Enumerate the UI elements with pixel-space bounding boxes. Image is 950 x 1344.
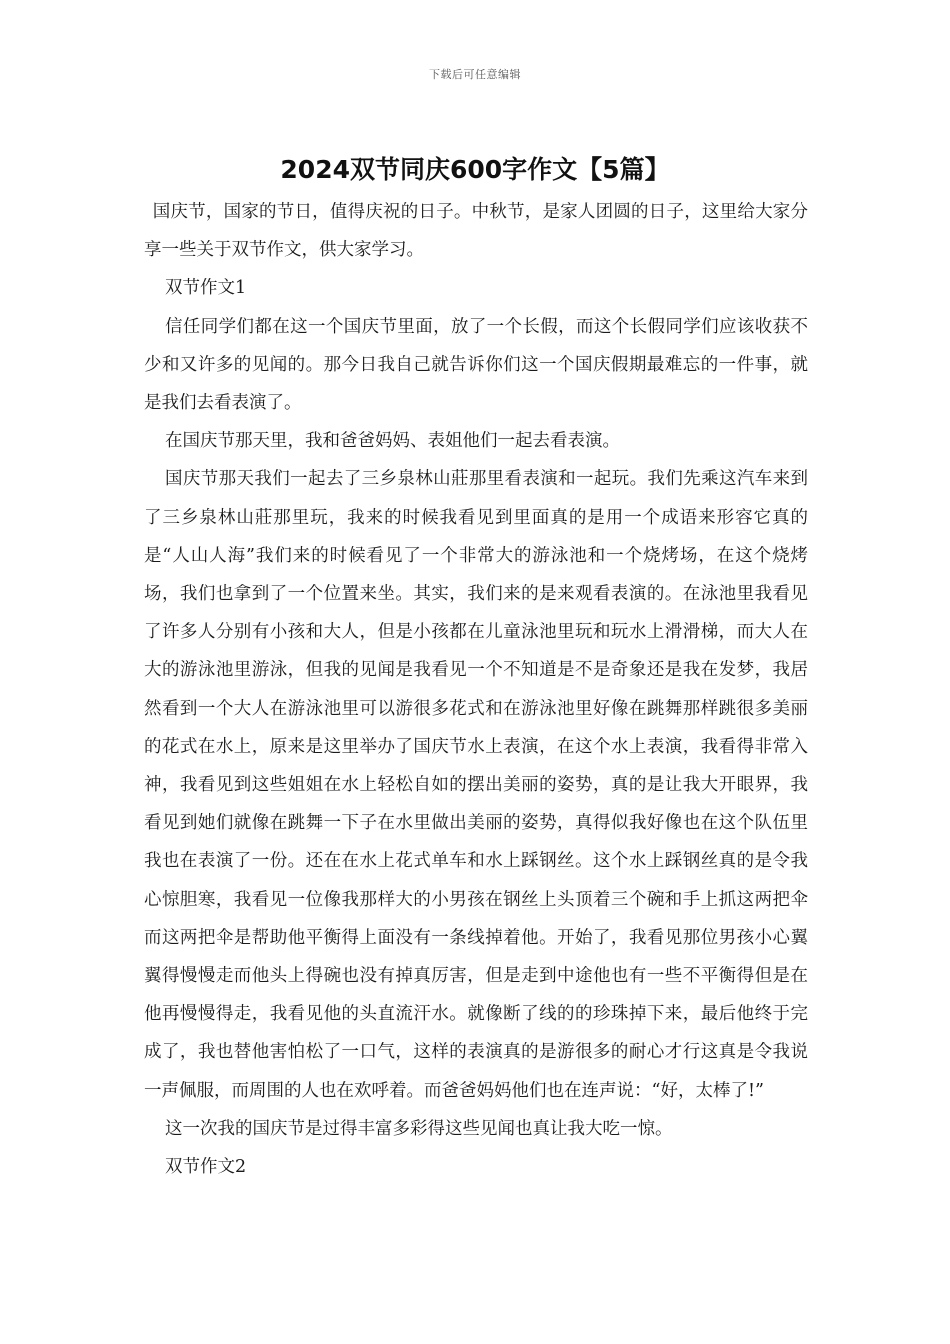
section-heading: 双节作文1 [165, 278, 247, 299]
body-paragraph: 信任同学们都在这一个国庆节里面，放了一个长假，而这个长假同学们应该收获不少和又许多的见闻的。那今日我自己就告诉你们这一个国庆假期最难忘的一件事，就是我们去看表演了。 [144, 316, 808, 414]
body-paragraph: 在国庆节那天里，我和爸爸妈妈、表姐他们一起去看表演。 [165, 431, 620, 452]
section-heading: 双节作文2 [165, 1157, 247, 1178]
body-paragraph: 国庆节那天我们一起去了三乡泉林山莊那里看表演和一起玩。我们先乘这汽车来到了三乡泉林山莊那里玩，我来的时候我看见到里面真的是用一个成语来形容它真的是“人山人海”我们来的时候看见了一个非常大的游泳池和一个烧烤场，在这个烧烤场，我们也拿到了一个位置来坐。其实，我们来的是来观看表演的。在泳池里我看见了许多人分别有小孩和大人，但是小孩都在儿童泳池里玩和玩水上滑滑梯，而大人在大的游泳池里游泳，但我的见闻是我看见一个不知道是不是奇象还是我在发梦，我居然看到一个大人在游泳池里可以游很多花式和在游泳池里好像在跳舞那样跳很多美丽的花式在水上，原来是这里举办了国庆节水上表演，在这个水上表演，我看得非常入神，我看见到这些姐姐在水上轻松自如的摆出美丽的姿势，真的是让我大开眼界，我看见到她们就像在跳舞一下子在水里做出美丽的姿势，真得似我好像也在这个队伍里我也在表演了一份。还在在水上花式单车和水上踩钢丝。这个水上踩钢丝真的是令我心惊胆寒，我看见一位像我那样大的小男孩在钢丝上头顶着三个碗和手上抓这两把伞而这两把伞是帮助他平衡得上面没有一条线掉着他。开始了，我看见那位男孩小心翼翼得慢慢走而他头上得碗也没有掉真厉害，但是走到中途他也有一些不平衡得但是在他再慢慢得走，我看见他的头直流汗水。就像断了线的的珍珠掉下来，最后他终于完成了，我也替他害怕松了一口气，这样的表演真的是游很多的耐心才行这真是令我说一声佩服，而周围的人也在欢呼着。而爸爸妈妈他们也在连声说：“好，太棒了!” [144, 469, 808, 1101]
intro-paragraph: 国庆节，国家的节日，值得庆祝的日子。中秋节，是家人团圆的日子，这里给大家分享一些关于双节作文，供大家学习。 [144, 202, 808, 261]
document-title: 2024双节同庆600字作文【5篇】 [280, 155, 670, 184]
body-paragraph: 这一次我的国庆节是过得丰富多彩得这些见闻也真让我大吃一惊。 [165, 1118, 673, 1139]
page-header-note: 下载后可任意编辑 [429, 68, 521, 81]
document-body [144, 193, 808, 1186]
